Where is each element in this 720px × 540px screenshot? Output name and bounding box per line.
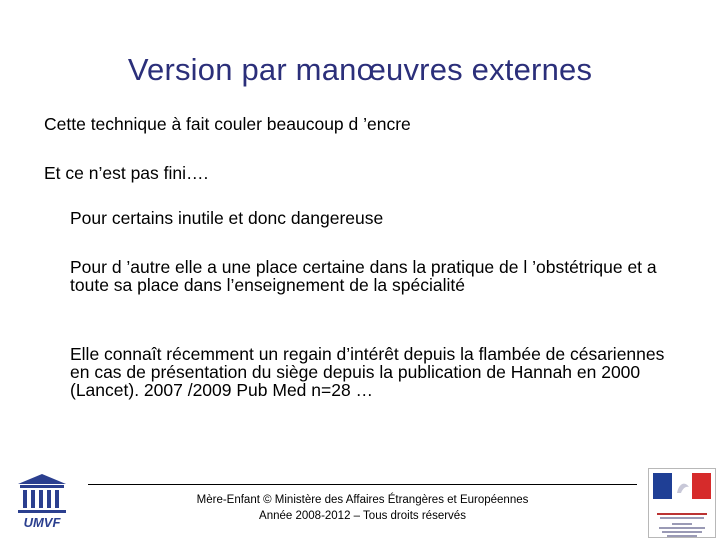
ministry-logo — [648, 468, 716, 538]
ministry-text-lines — [653, 513, 711, 538]
body-line-2: Et ce n’est pas fini…. — [44, 163, 209, 183]
paragraph-3: Elle connaît récemment un regain d’intérêt depuis la flambée de césariennes en cas de présentation du siège depuis la publication de Hannah en 2000 (Lancet). 2007 /2009 Pub Med n=28 … — [70, 344, 665, 400]
footer-line-1: Mère-Enfant © Ministère des Affaires Étrangères et Européennes — [196, 494, 529, 506]
slide-title: Version par manœuvres externes — [127, 52, 593, 87]
paragraph-2: Pour d ’autre elle a une place certaine dans la pratique de l ’obstétrique et a toute sa place dans l’enseignement de la spécialité — [70, 257, 657, 295]
umvf-logo-text: UMVF — [23, 515, 61, 530]
footer-line-2: Année 2008-2012 – Tous droits réservés — [259, 510, 466, 522]
umvf-building-icon — [14, 472, 70, 530]
footer — [88, 492, 637, 524]
footer-divider — [88, 484, 637, 485]
french-flag-icon — [653, 473, 711, 499]
paragraph-1: Pour certains inutile et donc dangereuse — [70, 208, 384, 228]
umvf-logo — [14, 472, 70, 530]
body-line-1: Cette technique à fait couler beaucoup d ’encre — [44, 114, 411, 134]
